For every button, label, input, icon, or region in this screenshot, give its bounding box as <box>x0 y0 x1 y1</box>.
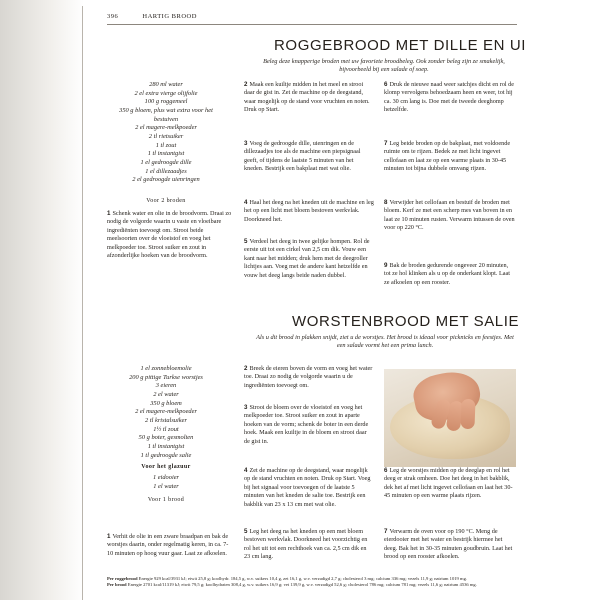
step-number: 8 <box>384 199 388 206</box>
recipe-intro-roggebrood: Beleg deze knapperige broden met uw favoriete broodbeleg. Ook zonder beleg zijn ze smakelijk, bijvoorbeeld bij een salade of soep. <box>263 58 505 74</box>
recipe-title-worstenbrood: WORSTENBROOD MET SALIE <box>292 313 520 330</box>
step-text: Verhit de olie in een zware braadpan en bak de worstjes daarin, onder regelmatig keren, in ca. 7-10 minuten op hoog vuur gaar. Laat ze afkoelen. <box>107 533 229 557</box>
step-number: 9 <box>384 262 388 269</box>
recipe-title-roggebrood: ROGGEBROOD MET DILLE EN UI <box>274 37 527 54</box>
ingredient-line: 1 el water <box>153 482 179 490</box>
step-number: 6 <box>384 81 388 88</box>
step-number: 2 <box>244 81 248 88</box>
method-step <box>244 404 374 446</box>
ingredient-list-glazuur <box>101 474 231 491</box>
step-text: Verdeel het deeg in twee gelijke hompen. Rol de eerste uit tot een cirkel van 2,5 cm dik. Vouw een kant naar het midden; druk hem met de deegroller lichtjes aan. Voeg met de andere kant hetzelfde en vouw het deeg langs beide naden dubbel. <box>244 238 370 279</box>
step-number: 1 <box>107 533 111 540</box>
step-text: Bak de broden gedurende ongeveer 20 minuten, tot ze hol klinken als u op de onderkant klopt. Laat ze afkoelen op een rooster. <box>384 262 510 286</box>
nutrition-info <box>107 576 517 588</box>
step-text: Verwarm de oven voor op 190 °C. Meng de eierdooier met het water en bestrijk hiermee het deeg. Bak het in 30-35 minuten goudbruin. Laat het brood op een rooster afkoelen. <box>384 528 513 561</box>
recipe-intro-worstenbrood: Als u dit brood in plakken snijdt, ziet u de worstjes. Het brood is ideaal voor picknicks en feestjes. Met een salade vormt het een prima lunch. <box>256 334 514 350</box>
ingredient-line: 1 el zonnebloemolie <box>140 365 192 372</box>
step-number: 7 <box>384 528 388 535</box>
ingredient-line: 100 g roggemeel <box>144 98 188 106</box>
step-text: Voeg de gedroogde dille, uienringen en de dillezaadjes toe als de machine een piepsignaal geeft, of tijdens de laatste 5 minuten van het kneden. Bestrijk een bakplaat met wat olie. <box>244 140 361 173</box>
dough-kneading-photo <box>384 369 516 467</box>
method-step <box>244 140 374 174</box>
ingredient-line: 200 g pittige Turkse worstjes <box>129 373 203 381</box>
ingredient-line: 1 tl gedroogde salie <box>140 451 192 459</box>
method-step <box>244 467 374 509</box>
margin-rule <box>82 6 83 600</box>
glazuur-heading: Voor het glazuur <box>141 464 191 470</box>
ingredient-line: 1 tl instantgist <box>147 150 185 158</box>
step-text: Zet de machine op de deegstand, waar mogelijk op de stand vruchten en noten. Druk op Start. Voeg bij het signaal voor toevoegen of de laatste 5 minuten van het kneden de salie toe. Bestrijk een bakblik van 23 x 13 cm met wat olie. <box>244 467 371 508</box>
step-number: 1 <box>107 210 111 217</box>
method-step <box>384 467 516 501</box>
ingredient-line: 350 g bloem <box>150 399 182 407</box>
ingredient-line: 2 el magere-melkpoeder <box>135 124 197 132</box>
step-text: Druk de nieuwe naad weer satchjes dicht en rol de klomp vervolgens behoedzaam heen en weer, tot hij ca. 30 cm lang is. Doe met de tweede deeghomp hetzelfde. <box>384 81 515 114</box>
step-number: 3 <box>244 140 248 147</box>
serves-roggebrood: Voor 2 broden <box>146 198 186 204</box>
nutrition-line: Per brood Energie 2701 kcal/11319 kJ; eiwit 79,5 g; koolhydraten 308,4 g, w.v. suikers 16,9 g; vet 139,9 g, w.v. verzadigd 52,6 g; cholesterol 786 mg; calcium 781 mg; vezels 11,6 g; natrium 4536 mg. <box>107 582 477 588</box>
method-step <box>384 199 516 233</box>
ingredient-line: 280 ml water <box>149 81 183 88</box>
finger-shape <box>460 399 475 429</box>
step-text: Maak een kuiltje midden in het meel en strooi daar de gist in. Zet de machine op de deegstand, waar mogelijk op de stand voor vruchten en noten. Druk op Start. <box>244 81 370 114</box>
step-text: Leg beide broden op de bakplaat, met voldoende ruimte om te rijzen. Bedek ze met licht ingevet cellofaan en laat ze op een warme plaats in 30-45 minuten tot bijna dubbele omvang rijzen. <box>384 140 511 173</box>
ingredient-line: 2 el gedroogde uienringen <box>132 176 200 184</box>
header-rule <box>107 24 517 25</box>
method-step <box>244 199 374 224</box>
ingredient-line: 2 tl kristalsuiker <box>145 416 187 424</box>
ingredient-line: 50 g boter, gesmolten <box>138 434 194 442</box>
ingredient-line: 1½ tl zout <box>153 425 179 433</box>
ingredient-line: 1 el dillezaadjes <box>145 167 187 175</box>
method-step <box>244 238 374 280</box>
ingredient-list-worstenbrood <box>101 365 231 460</box>
ingredient-line: bestuiven <box>153 115 179 123</box>
serves-worstenbrood: Voor 1 brood <box>147 497 185 503</box>
ingredient-line: 1 el gedroogde dille <box>140 158 192 166</box>
running-header <box>107 13 407 20</box>
method-step <box>244 528 374 562</box>
page-number: 396 <box>107 13 119 20</box>
step-text: Breek de eieren boven de vorm en voeg het water toe. Draai zo nodig de volgorde waarin u de ingrediënten toevoegt om. <box>244 365 373 389</box>
method-step <box>107 210 234 261</box>
ingredient-line: 1 eidooier <box>152 474 180 481</box>
ingredient-list-roggebrood <box>101 81 231 185</box>
step-text: Schenk water en olie in de broodvorm. Draai zo nodig de volgorde waarin u vaste en vloeibare ingrediënten toevoegt om. Strooi beide meelsoorten over de vloeistof en voeg het melkpoeder toe. Strooi suiker en zout in afzonderlijke hoeken van de broodvorm. <box>107 210 232 260</box>
step-text: Leg de worstjes midden op de deeglap en rol het deeg er strak omheen. Doe het deeg in het bakblik, dek het af met licht ingevet cellofaan en laat het 30-45 minuten op een warme plaats rijzen. <box>384 467 513 500</box>
step-text: Haal het deeg na het kneden uit de machine en leg het op een licht met bloem bestoven werkvlak. Doorkneed het. <box>244 199 374 223</box>
nutrition-line: Per roggebrood Energie 929 kcal/3931 kJ; eiwit 25,8 g; koolhydr. 184,5 g, w.v. suikers 10,4 g, zet 16,1 g, w.v. verzadigd 2,7 g; cholesterol 3 mg; calcium 336 mg; vezels 11,9 g; natrium 1019 mg. <box>107 576 468 581</box>
step-number: 2 <box>244 365 248 372</box>
step-number: 5 <box>244 238 248 245</box>
step-number: 3 <box>244 404 248 411</box>
method-step <box>384 528 516 562</box>
method-step <box>384 262 516 287</box>
ingredient-line: 1 tl instantgist <box>147 442 185 450</box>
step-number: 4 <box>244 199 248 206</box>
step-text: Leg het deeg na het kneden op een met bloem bestoven werkvlak. Doorkneed het voorzichtig en rol het uit tot een rechthoek van ca. 2,5 cm dik en 23 cm lang. <box>244 528 368 561</box>
method-step <box>384 81 516 115</box>
step-number: 5 <box>244 528 248 535</box>
ingredient-line: 2 el water <box>153 390 179 398</box>
step-text: Verwijder het cellofaan en bestuif de broden met bloem. Kerf ze met een scherp mes van boven in en laat ze 10 minuten rusten. Verwarm intussen de oven voor op 220 °C. <box>384 199 515 232</box>
method-step <box>384 140 516 174</box>
ingredient-line: 2 el magere-melkpoeder <box>135 408 197 416</box>
step-text: Strooi de bloem over de vloeistof en voeg het melkpoeder toe. Strooi suiker en zout in aparte hoeken van de vorm; schenk de boter in een derde hoek. Maak een kuiltje in de bloem en strooi daar de gist in. <box>244 404 369 445</box>
step-number: 4 <box>244 467 248 474</box>
method-step <box>244 365 374 390</box>
ingredient-line: 2 el extra vierge olijfolie <box>134 89 198 97</box>
section-name: HARTIG BROOD <box>142 13 197 20</box>
page-gutter-shadow <box>0 0 84 600</box>
step-number: 6 <box>384 467 388 474</box>
ingredient-line: 2 tl rietsuiker <box>148 132 184 140</box>
step-number: 7 <box>384 140 388 147</box>
method-step <box>107 533 234 558</box>
ingredient-line: 350 g bloem, plus wat extra voor het <box>119 106 213 114</box>
ingredient-line: 3 eieren <box>155 382 177 390</box>
ingredient-line: 1 tl zout <box>155 141 177 149</box>
method-step <box>244 81 374 115</box>
